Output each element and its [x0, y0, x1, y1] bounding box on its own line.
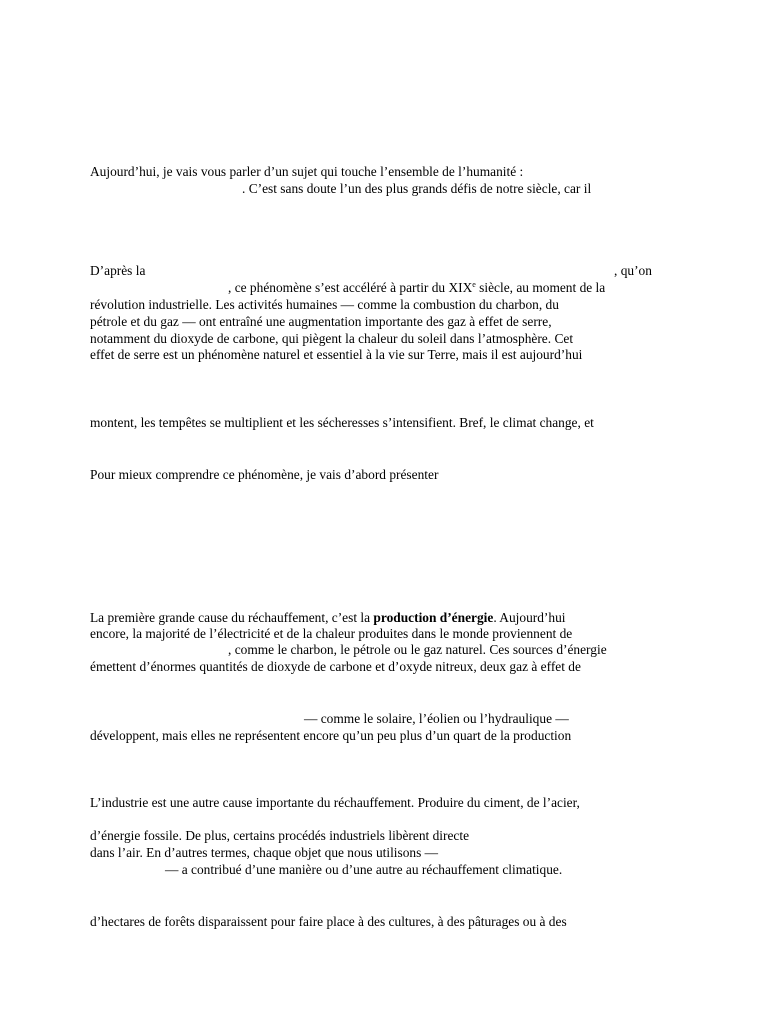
- text-line: dans l’air. En d’autres termes, chaque objet que nous utilisons —: [90, 845, 439, 860]
- text-line: L’industrie est une autre cause importante du réchauffement. Produire du ciment, de l’acier,: [90, 795, 580, 810]
- text-line: [228, 279, 605, 296]
- text-line: [90, 609, 566, 626]
- text-line: Aujourd’hui, je vais vous parler d’un sujet qui touche l’ensemble de l’humanité :: [90, 164, 524, 179]
- text-line: D’après la: [90, 263, 146, 278]
- text-line: d’énergie fossile. De plus, certains procédés industriels libèrent directe: [90, 828, 470, 843]
- superscript: e: [472, 280, 476, 289]
- text-line: , comme le charbon, le pétrole ou le gaz naturel. Ces sources d’énergie: [228, 642, 607, 657]
- text-line: — comme le solaire, l’éolien ou l’hydraulique —: [304, 711, 569, 726]
- text-segment: , ce phénomène s’est accéléré à partir du XIX: [228, 280, 473, 295]
- text-line: développent, mais elles ne représentent encore qu’un peu plus d’un quart de la production: [90, 728, 572, 743]
- text-line: notamment du dioxyde de carbone, qui piègent la chaleur du soleil dans l’atmosphère. Cet: [90, 331, 574, 346]
- text-line: — a contribué d’une manière ou d’une autre au réchauffement climatique.: [165, 862, 563, 877]
- bold-term: production d’énergie: [373, 610, 494, 625]
- text-line: , qu’on: [614, 263, 652, 278]
- text-line: Pour mieux comprendre ce phénomène, je vais d’abord présenter: [90, 467, 439, 482]
- text-line: . C’est sans doute l’un des plus grands défis de notre siècle, car il: [242, 181, 592, 196]
- text-line: révolution industrielle. Les activités humaines — comme la combustion du charbon, du: [90, 297, 559, 312]
- text-line: émettent d’énormes quantités de dioxyde de carbone et d’oxyde nitreux, deux gaz à effet de: [90, 659, 581, 674]
- text-segment: La première grande cause du réchauffement, c’est la: [90, 610, 374, 625]
- text-line: pétrole et du gaz — ont entraîné une augmentation importante des gaz à effet de serre,: [90, 314, 552, 329]
- text-line: d’hectares de forêts disparaissent pour faire place à des cultures, à des pâturages ou à des: [90, 914, 567, 929]
- text-segment: siècle, au moment de la: [475, 280, 606, 295]
- text-line: montent, les tempêtes se multiplient et les sécheresses s’intensifient. Bref, le climat change, et: [90, 415, 594, 430]
- text-line: effet de serre est un phénomène naturel et essentiel à la vie sur Terre, mais il est aujourd’hui: [90, 347, 583, 362]
- text-segment: . Aujourd’hui: [493, 610, 566, 625]
- text-line: encore, la majorité de l’électricité et de la chaleur produites dans le monde proviennent de: [90, 626, 573, 641]
